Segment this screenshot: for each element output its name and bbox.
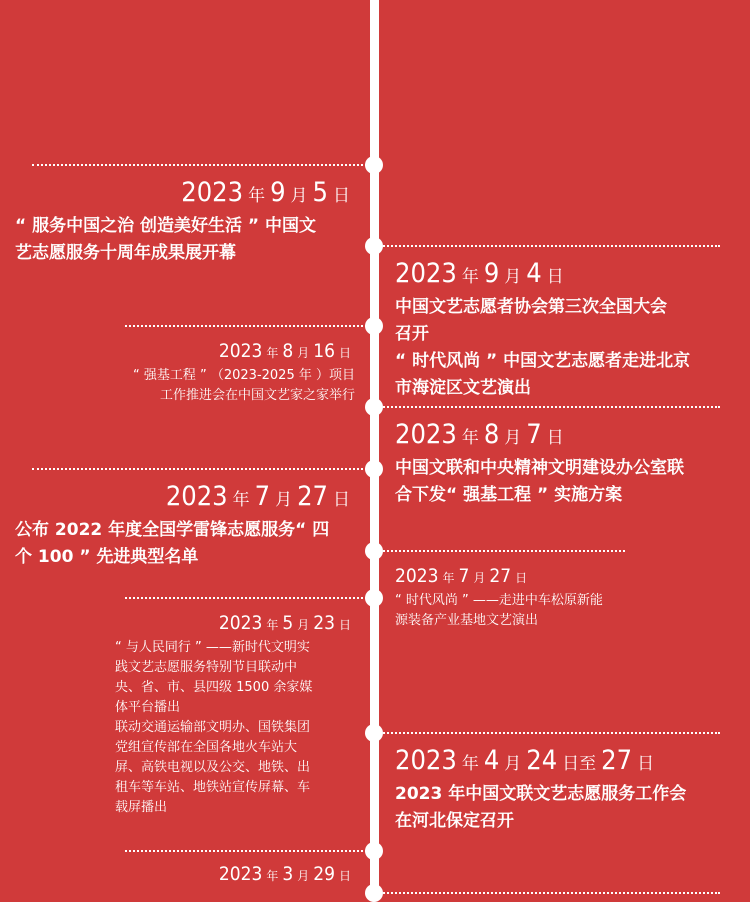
entry-date: 2023 年 9 月 5 日 — [181, 177, 350, 208]
timeline-entry — [15, 178, 355, 267]
entry-date: 2023 年 4 月 24 日至 27 日 — [395, 745, 655, 776]
leader-line — [380, 245, 720, 247]
timeline-node — [365, 156, 383, 174]
entry-text: 公布 2022 年度全国学雷锋志愿服务“ 四 个 100 ” 先进典型名单 — [15, 519, 330, 567]
entry-text: “ 强基工程 ” （2023-2025 年 ）项目 工作推进会在中国文艺家之家举行 — [133, 367, 355, 403]
entry-text: “ 服务中国之治 创造美好生活 ” 中国文 艺志愿服务十周年成果展开幕 — [15, 215, 317, 263]
timeline-node — [365, 460, 383, 478]
entry-text: 2023 年中国文联文艺志愿服务工作会 在河北保定召开 — [395, 783, 687, 831]
entry-date: 2023 年 7 月 27 日 — [165, 481, 350, 512]
timeline-entry — [15, 482, 355, 571]
leader-line — [380, 550, 625, 552]
timeline-node — [365, 589, 383, 607]
entry-text: 中国文艺志愿者协会第三次全国大会 召开 “ 时代风尚 ” 中国文艺志愿者走进北京 市海淀区文艺演出 — [395, 296, 691, 398]
timeline-entry — [395, 420, 725, 509]
leader-line — [125, 850, 367, 852]
timeline-node — [365, 842, 383, 860]
leader-line — [32, 164, 367, 166]
entry-date: 2023 年 8 月 7 日 — [395, 419, 564, 450]
leader-line — [380, 892, 720, 894]
entry-date: 2023 年 5 月 23 日 — [218, 612, 351, 634]
timeline-node — [365, 317, 383, 335]
leader-line — [380, 406, 720, 408]
entry-date: 2023 年 3 月 29 日 — [218, 863, 351, 885]
leader-line — [32, 468, 367, 470]
timeline-axis — [370, 0, 379, 896]
timeline-entry — [395, 259, 725, 402]
entry-date: 2023 年 9 月 4 日 — [395, 258, 564, 289]
timeline-entry — [115, 613, 355, 818]
entry-text: 中国文联和中央精神文明建设办公室联 合下发“ 强基工程 ” 实施方案 — [395, 457, 684, 505]
entry-text: “ 与人民同行 ” ——新时代文明实 践文艺志愿服务特别节目联动中 央、省、市、县四级 1500 余家媒 体平台播出 联动交通运输部文明办、国铁集团 党组宣传部在全国各地火车站大 屏、高铁电视以及公交、地铁、出 租车等车站、地铁站宣传屏幕、车 载屏播出 — [115, 639, 313, 815]
leader-line — [125, 597, 367, 599]
timeline-entry — [395, 746, 725, 835]
timeline-entry — [95, 341, 355, 406]
timeline-entry — [115, 864, 355, 885]
leader-line — [380, 732, 720, 734]
entry-date: 2023 年 7 月 27 日 — [395, 565, 528, 587]
entry-text: “ 时代风尚 ” ——走进中车松原新能 源装备产业基地文艺演出 — [395, 592, 603, 628]
timeline-entry — [395, 566, 655, 631]
entry-date: 2023 年 8 月 16 日 — [218, 340, 351, 362]
leader-line — [125, 325, 367, 327]
